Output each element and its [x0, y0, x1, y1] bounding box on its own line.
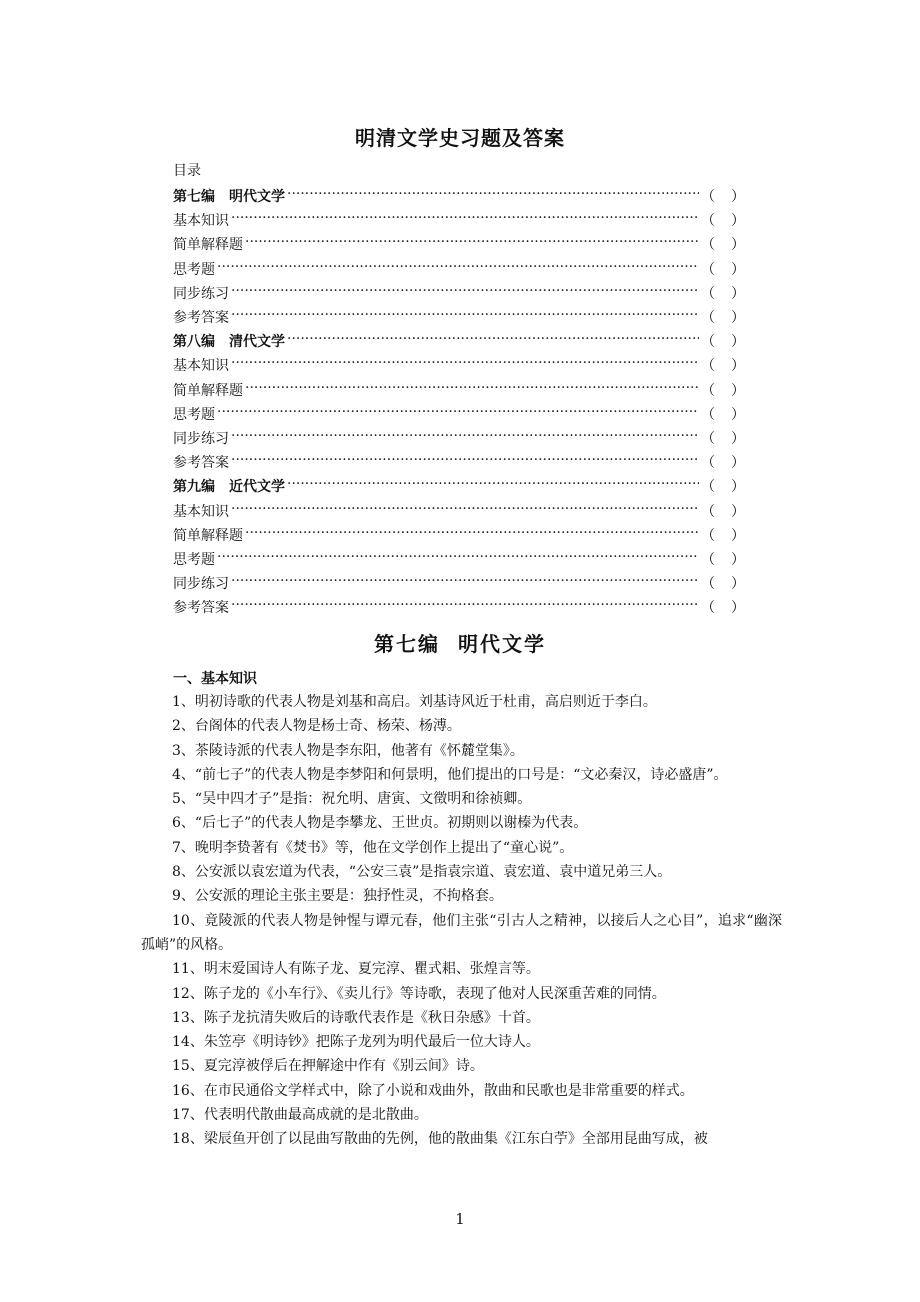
toc-leader-dots — [245, 237, 699, 251]
toc-page-ref — [701, 355, 745, 375]
knowledge-item: 4、“前七子”的代表人物是李梦阳和何景明，他们提出的口号是：“文必秦汉，诗必盛唐”。 — [172, 766, 728, 783]
toc-page-close: ） — [731, 600, 745, 617]
toc-entry-label: 参考答案 — [173, 310, 229, 327]
toc-page-open: （ — [701, 261, 715, 278]
toc-leader-dots — [217, 262, 699, 276]
toc-page-open: （ — [701, 237, 715, 254]
toc-page-open: （ — [701, 430, 715, 447]
toc-page-ref — [701, 573, 745, 593]
page-number: 1 — [455, 1210, 465, 1228]
toc-leader-dots — [217, 407, 699, 421]
toc-page-close: ） — [731, 358, 745, 375]
knowledge-item: 15、夏完淳被俘后在押解途中作有《别云间》诗。 — [172, 1058, 484, 1075]
toc-leader-dots — [231, 213, 699, 227]
toc-page-ref — [701, 234, 745, 254]
toc-page-close: ） — [731, 237, 745, 254]
toc-page-ref — [701, 404, 745, 424]
toc-page-close: ） — [731, 551, 745, 568]
toc-entry-label: 基本知识 — [173, 503, 229, 520]
toc-page-open: （ — [701, 406, 715, 423]
toc-leader-dots — [231, 286, 699, 300]
toc-page-ref — [701, 525, 745, 545]
toc-entry[interactable] — [173, 450, 745, 474]
toc-page-ref — [701, 210, 745, 230]
toc-entry-label: 基本知识 — [173, 213, 229, 230]
toc-entry-label: 简单解释题 — [173, 527, 243, 544]
toc-page-ref — [701, 476, 745, 496]
toc-leader-dots — [231, 600, 699, 614]
knowledge-item: 13、陈子龙抗清失败后的诗歌代表作是《秋日杂感》十首。 — [172, 1009, 540, 1026]
toc-entry-label: 参考答案 — [173, 600, 229, 617]
toc-entry-label: 思考题 — [173, 261, 215, 278]
toc-page-close: ） — [731, 503, 745, 520]
toc-page-open: （ — [701, 213, 715, 230]
toc-page-open: （ — [701, 358, 715, 375]
toc-page-ref — [701, 428, 745, 448]
toc-page-ref — [701, 597, 745, 617]
toc-page-ref — [701, 186, 745, 206]
toc-entry[interactable] — [173, 571, 745, 595]
toc-page-open: （ — [701, 576, 715, 593]
toc-leader-dots — [231, 358, 699, 372]
toc-page-ref — [701, 380, 745, 400]
toc-page-close: ） — [731, 479, 745, 496]
toc-page-open: （ — [701, 189, 715, 206]
toc-page-open: （ — [701, 285, 715, 302]
toc-leader-dots — [231, 455, 699, 469]
table-of-contents — [173, 184, 745, 619]
toc-entry[interactable] — [173, 474, 745, 498]
section-name: 明代文学 — [458, 632, 546, 656]
toc-leader-dots — [245, 383, 699, 397]
toc-leader-dots — [245, 528, 699, 542]
toc-entry[interactable] — [173, 329, 745, 353]
toc-entry-label: 同步练习 — [173, 576, 229, 593]
document-title: 明清文学史习题及答案 — [355, 126, 565, 150]
toc-page-close: ） — [731, 189, 745, 206]
toc-entry-label: 第九编 近代文学 — [173, 479, 285, 496]
toc-entry-label: 思考题 — [173, 551, 215, 568]
toc-page-close: ） — [731, 430, 745, 447]
toc-entry-label: 同步练习 — [173, 430, 229, 447]
toc-entry[interactable] — [173, 547, 745, 571]
knowledge-item: 6、“后七子”的代表人物是李攀龙、王世贞。初期则以谢榛为代表。 — [172, 815, 588, 832]
toc-entry[interactable] — [173, 426, 745, 450]
toc-leader-dots — [231, 576, 699, 590]
section-part: 第七编 — [374, 632, 440, 656]
knowledge-item: 5、“吴中四才子”是指：祝允明、唐寅、文徵明和徐祯卿。 — [172, 791, 532, 808]
toc-page-close: ） — [731, 261, 745, 278]
toc-page-close: ） — [731, 406, 745, 423]
knowledge-item: 17、代表明代散曲最高成就的是北散曲。 — [172, 1107, 428, 1124]
toc-leader-dots — [231, 504, 699, 518]
toc-entry-label: 简单解释题 — [173, 382, 243, 399]
toc-page-ref — [701, 283, 745, 303]
toc-page-close: ） — [731, 527, 745, 544]
toc-page-open: （ — [701, 551, 715, 568]
toc-entry[interactable] — [173, 498, 745, 522]
toc-entry[interactable] — [173, 402, 745, 426]
section-title — [0, 628, 920, 657]
toc-entry-label: 简单解释题 — [173, 237, 243, 254]
toc-page-open: （ — [701, 600, 715, 617]
knowledge-item: 14、朱笠亭《明诗钞》把陈子龙列为明代最后一位大诗人。 — [172, 1034, 540, 1051]
toc-page-close: ） — [731, 213, 745, 230]
toc-page-ref — [701, 331, 745, 351]
toc-page-open: （ — [701, 310, 715, 327]
knowledge-item: 10、竟陵派的代表人物是钟惺与谭元春，他们主张“引古人之精神，以接后人之心目”，追求“幽深孤峭”的风格。 — [141, 912, 782, 953]
toc-entry-label: 第七编 明代文学 — [173, 189, 285, 206]
toc-entry[interactable] — [173, 305, 745, 329]
toc-page-close: ） — [731, 334, 745, 351]
knowledge-list — [141, 690, 782, 1152]
toc-page-ref — [701, 501, 745, 521]
knowledge-item: 3、茶陵诗派的代表人物是李东阳，他著有《怀麓堂集》。 — [172, 742, 524, 759]
toc-leader-dots — [217, 552, 699, 566]
knowledge-item: 18、梁辰鱼开创了以昆曲写散曲的先例，他的散曲集《江东白苧》全部用昆曲写成，被 — [172, 1131, 708, 1148]
knowledge-item: 9、公安派的理论主张主要是：独抒性灵，不拘格套。 — [172, 888, 503, 905]
knowledge-item: 11、明末爱国诗人有陈子龙、夏完淳、瞿式耜、张煌言等。 — [172, 961, 540, 978]
toc-page-open: （ — [701, 334, 715, 351]
toc-entry[interactable] — [173, 257, 745, 281]
subsection-heading: 一、基本知识 — [173, 671, 257, 687]
toc-label: 目录 — [173, 163, 201, 179]
toc-page-open: （ — [701, 479, 715, 496]
toc-entry[interactable] — [173, 595, 745, 619]
toc-entry[interactable] — [173, 232, 745, 256]
toc-leader-dots — [287, 479, 699, 493]
toc-page-open: （ — [701, 382, 715, 399]
toc-page-close: ） — [731, 285, 745, 302]
toc-entry-label: 参考答案 — [173, 455, 229, 472]
knowledge-item: 8、公安派以袁宏道为代表，“公安三袁”是指袁宗道、袁宏道、袁中道兄弟三人。 — [172, 864, 672, 881]
toc-entry[interactable] — [173, 353, 745, 377]
toc-page-close: ） — [731, 455, 745, 472]
toc-entry[interactable] — [173, 281, 745, 305]
toc-entry-label: 第八编 清代文学 — [173, 334, 285, 351]
toc-page-ref — [701, 307, 745, 327]
toc-entry[interactable] — [173, 184, 745, 208]
toc-page-close: ） — [731, 310, 745, 327]
toc-entry-label: 基本知识 — [173, 358, 229, 375]
knowledge-item: 1、明初诗歌的代表人物是刘基和高启。刘基诗风近于杜甫，高启则近于李白。 — [172, 694, 657, 710]
toc-entry[interactable] — [173, 208, 745, 232]
toc-entry-label: 思考题 — [173, 406, 215, 423]
toc-leader-dots — [287, 189, 699, 203]
toc-leader-dots — [287, 334, 699, 348]
toc-page-open: （ — [701, 455, 715, 472]
knowledge-item: 12、陈子龙的《小车行》、《卖儿行》等诗歌，表现了他对人民深重苦难的同情。 — [172, 985, 666, 1002]
knowledge-item: 16、在市民通俗文学样式中，除了小说和戏曲外，散曲和民歌也是非常重要的样式。 — [172, 1082, 694, 1099]
toc-page-close: ） — [731, 382, 745, 399]
toc-page-ref — [701, 549, 745, 569]
toc-page-close: ） — [731, 576, 745, 593]
toc-leader-dots — [231, 310, 699, 324]
toc-page-ref — [701, 452, 745, 472]
toc-leader-dots — [231, 431, 699, 445]
toc-page-open: （ — [701, 503, 715, 520]
toc-entry-label: 同步练习 — [173, 285, 229, 302]
toc-entry[interactable] — [173, 523, 745, 547]
toc-page-ref — [701, 259, 745, 279]
toc-entry[interactable] — [173, 378, 745, 402]
knowledge-item: 7、晚明李贽著有《焚书》等，他在文学创作上提出了“童心说”。 — [172, 839, 574, 856]
toc-page-open: （ — [701, 527, 715, 544]
knowledge-item: 2、台阁体的代表人物是杨士奇、杨荣、杨溥。 — [172, 718, 461, 735]
